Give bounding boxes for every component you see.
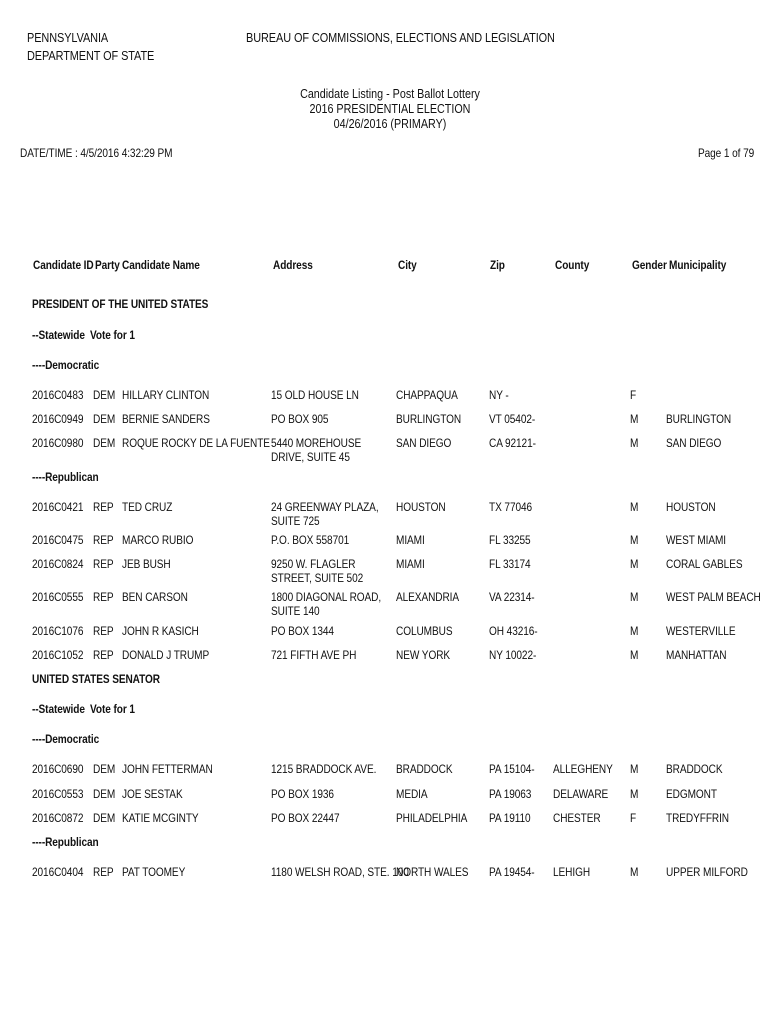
candidate-municipality: WEST PALM BEACH xyxy=(666,590,761,604)
candidate-party: REP xyxy=(93,648,114,662)
candidate-gender: M xyxy=(630,787,639,801)
candidate-id: 2016C0872 xyxy=(32,811,84,825)
candidate-municipality: CORAL GABLES xyxy=(666,557,743,571)
candidate-id: 2016C0404 xyxy=(32,865,84,879)
candidate-gender: M xyxy=(630,648,639,662)
candidate-name: BEN CARSON xyxy=(122,590,188,604)
candidate-zip: TX 77046 xyxy=(489,500,533,514)
col-party: Party xyxy=(95,258,120,272)
district-label: --Statewide xyxy=(32,702,85,716)
candidate-party: REP xyxy=(93,500,114,514)
report-title-line1: Candidate Listing - Post Ballot Lottery xyxy=(300,87,480,101)
candidate-city: MIAMI xyxy=(396,557,425,571)
candidate-municipality: BRADDOCK xyxy=(666,762,723,776)
candidate-municipality: TREDYFFRIN xyxy=(666,811,729,825)
col-candidate-name: Candidate Name xyxy=(122,258,200,272)
candidate-name: MARCO RUBIO xyxy=(122,533,194,547)
office-heading: PRESIDENT OF THE UNITED STATES xyxy=(32,297,209,311)
candidate-party: DEM xyxy=(93,412,116,426)
department-name: DEPARTMENT OF STATE xyxy=(27,48,155,63)
candidate-id: 2016C1052 xyxy=(32,648,84,662)
candidate-party: DEM xyxy=(93,388,116,402)
candidate-name: JOE SESTAK xyxy=(122,787,183,801)
party-group-label: ----Democratic xyxy=(32,358,100,372)
col-county: County xyxy=(555,258,590,272)
page-number: Page 1 of 79 xyxy=(698,146,755,160)
candidate-address: 15 OLD HOUSE LN xyxy=(271,388,359,402)
candidate-party: DEM xyxy=(93,811,116,825)
candidate-address: PO BOX 1936 xyxy=(271,787,334,801)
candidate-city: SAN DIEGO xyxy=(396,436,452,450)
candidate-county: ALLEGHENY xyxy=(553,762,613,776)
candidate-zip: PA 19110 xyxy=(489,811,531,825)
candidate-gender: M xyxy=(630,762,639,776)
candidate-municipality: WEST MIAMI xyxy=(666,533,727,547)
col-city: City xyxy=(398,258,417,272)
candidate-gender: M xyxy=(630,590,639,604)
candidate-municipality: SAN DIEGO xyxy=(666,436,722,450)
candidate-county: LEHIGH xyxy=(553,865,591,879)
report-title-line3: 04/26/2016 (PRIMARY) xyxy=(333,117,447,131)
candidate-gender: F xyxy=(630,811,637,825)
candidate-county: DELAWARE xyxy=(553,787,609,801)
candidate-city: BRADDOCK xyxy=(396,762,453,776)
candidate-id: 2016C0421 xyxy=(32,500,84,514)
candidate-zip: VT 05402- xyxy=(489,412,536,426)
candidate-name: DONALD J TRUMP xyxy=(122,648,210,662)
candidate-zip: FL 33174 xyxy=(489,557,531,571)
candidate-municipality: WESTERVILLE xyxy=(666,624,736,638)
candidate-gender: M xyxy=(630,865,639,879)
candidate-name: TED CRUZ xyxy=(122,500,173,514)
candidate-party: REP xyxy=(93,865,114,879)
col-municipality: Municipality xyxy=(669,258,727,272)
party-group-label: ----Democratic xyxy=(32,732,100,746)
candidate-address: 9250 W. FLAGLER STREET, SUITE 502 xyxy=(271,557,364,585)
candidate-city: ALEXANDRIA xyxy=(396,590,460,604)
candidate-gender: M xyxy=(630,436,639,450)
candidate-address: 721 FIFTH AVE PH xyxy=(271,648,357,662)
candidate-zip: PA 19063 xyxy=(489,787,532,801)
candidate-city: NEW YORK xyxy=(396,648,451,662)
candidate-municipality: BURLINGTON xyxy=(666,412,732,426)
candidate-id: 2016C1076 xyxy=(32,624,84,638)
candidate-gender: M xyxy=(630,533,639,547)
candidate-id: 2016C0555 xyxy=(32,590,84,604)
candidate-name: JOHN R KASICH xyxy=(122,624,199,638)
candidate-zip: CA 92121- xyxy=(489,436,536,450)
candidate-zip: OH 43216- xyxy=(489,624,538,638)
candidate-name: HILLARY CLINTON xyxy=(122,388,210,402)
candidate-zip: PA 19454- xyxy=(489,865,535,879)
candidate-address: PO BOX 905 xyxy=(271,412,329,426)
candidate-address: 1215 BRADDOCK AVE. xyxy=(271,762,377,776)
candidate-address: 24 GREENWAY PLAZA, SUITE 725 xyxy=(271,500,379,528)
candidate-party: REP xyxy=(93,624,114,638)
candidate-party: DEM xyxy=(93,762,116,776)
candidate-id: 2016C0553 xyxy=(32,787,84,801)
candidate-gender: M xyxy=(630,624,639,638)
candidate-city: CHAPPAQUA xyxy=(396,388,458,402)
candidate-party: REP xyxy=(93,557,114,571)
candidate-zip: NY - xyxy=(489,388,509,402)
candidate-party: DEM xyxy=(93,436,116,450)
report-datetime: DATE/TIME : 4/5/2016 4:32:29 PM xyxy=(20,146,173,160)
candidate-name: JEB BUSH xyxy=(122,557,171,571)
candidate-zip: VA 22314- xyxy=(489,590,535,604)
candidate-address: 5440 MOREHOUSE DRIVE, SUITE 45 xyxy=(271,436,362,464)
candidate-id: 2016C0690 xyxy=(32,762,84,776)
col-address: Address xyxy=(273,258,313,272)
candidate-name: ROQUE ROCKY DE LA FUENTE xyxy=(122,436,270,450)
candidate-city: NORTH WALES xyxy=(396,865,469,879)
office-heading: UNITED STATES SENATOR xyxy=(32,672,160,686)
candidate-city: MIAMI xyxy=(396,533,425,547)
candidate-name: KATIE MCGINTY xyxy=(122,811,199,825)
candidate-party: REP xyxy=(93,590,114,604)
candidate-party: REP xyxy=(93,533,114,547)
candidate-address: PO BOX 22447 xyxy=(271,811,340,825)
candidate-name: JOHN FETTERMAN xyxy=(122,762,213,776)
vote-for-label: Vote for 1 xyxy=(90,328,135,342)
party-group-label: ----Republican xyxy=(32,470,99,484)
candidate-city: HOUSTON xyxy=(396,500,446,514)
report-title xyxy=(240,87,540,132)
candidate-zip: NY 10022- xyxy=(489,648,537,662)
candidate-name: BERNIE SANDERS xyxy=(122,412,210,426)
candidate-id: 2016C0475 xyxy=(32,533,84,547)
candidate-party: DEM xyxy=(93,787,116,801)
candidate-municipality: HOUSTON xyxy=(666,500,716,514)
candidate-address: 1180 WELSH ROAD, STE. 100 xyxy=(271,865,409,879)
candidate-address: 1800 DIAGONAL ROAD, SUITE 140 xyxy=(271,590,382,618)
candidate-city: BURLINGTON xyxy=(396,412,462,426)
report-title-line2: 2016 PRESIDENTIAL ELECTION xyxy=(309,102,471,116)
col-candidate-id: Candidate ID xyxy=(33,258,94,272)
candidate-municipality: MANHATTAN xyxy=(666,648,727,662)
district-label: --Statewide xyxy=(32,328,85,342)
candidate-gender: M xyxy=(630,500,639,514)
candidate-city: MEDIA xyxy=(396,787,428,801)
candidate-address: PO BOX 1344 xyxy=(271,624,334,638)
candidate-city: PHILADELPHIA xyxy=(396,811,468,825)
candidate-name: PAT TOOMEY xyxy=(122,865,186,879)
bureau-name: BUREAU OF COMMISSIONS, ELECTIONS AND LEGISLATION xyxy=(246,30,555,45)
candidate-city: COLUMBUS xyxy=(396,624,453,638)
vote-for-label: Vote for 1 xyxy=(90,702,135,716)
candidate-municipality: UPPER MILFORD xyxy=(666,865,748,879)
candidate-gender: M xyxy=(630,557,639,571)
candidate-id: 2016C0824 xyxy=(32,557,84,571)
candidate-id: 2016C0483 xyxy=(32,388,84,402)
candidate-id: 2016C0980 xyxy=(32,436,84,450)
candidate-gender: M xyxy=(630,412,639,426)
candidate-zip: FL 33255 xyxy=(489,533,531,547)
state-name: PENNSYLVANIA xyxy=(27,30,109,45)
candidate-municipality: EDGMONT xyxy=(666,787,717,801)
col-zip: Zip xyxy=(490,258,505,272)
col-gender: Gender xyxy=(632,258,667,272)
candidate-gender: F xyxy=(630,388,637,402)
party-group-label: ----Republican xyxy=(32,835,99,849)
candidate-id: 2016C0949 xyxy=(32,412,84,426)
candidate-address: P.O. BOX 558701 xyxy=(271,533,350,547)
candidate-county: CHESTER xyxy=(553,811,601,825)
candidate-zip: PA 15104- xyxy=(489,762,535,776)
